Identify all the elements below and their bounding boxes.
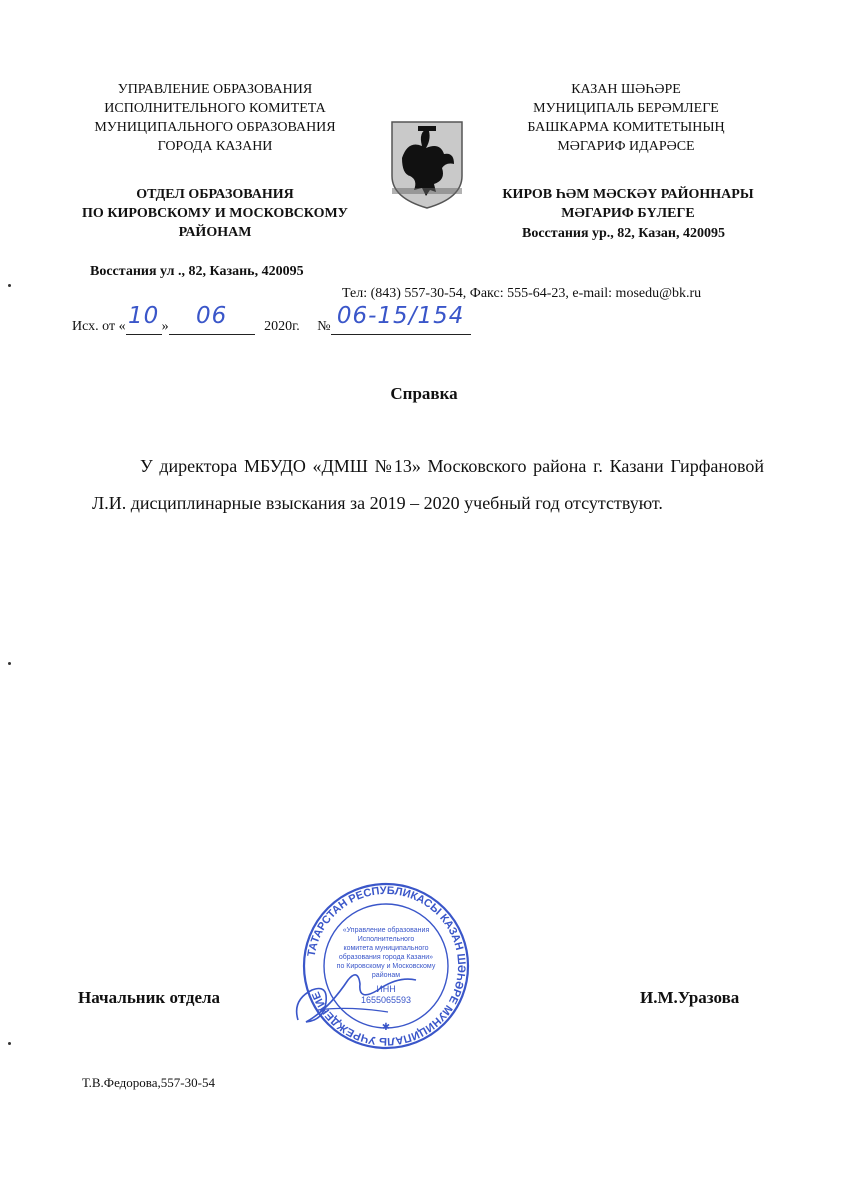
contacts-line: Тел: (843) 557-30-54, Факс: 555-64-23, e-mail: mosedu@bk.ru xyxy=(342,286,702,301)
org-line: БАШКАРМА КОМИТЕТЫНЫҢ xyxy=(527,120,725,135)
outgoing-year: 2020г. xyxy=(264,319,300,334)
handwritten-number: 06-15/154 xyxy=(336,303,465,329)
handwritten-day: 10 xyxy=(127,303,160,329)
org-line: ГОРОДА КАЗАНИ xyxy=(157,139,273,154)
dept-line: ПО КИРОВСКОМУ И МОСКОВСКОМУ xyxy=(82,206,348,221)
scan-mark xyxy=(8,1042,11,1045)
stamp-line: 1655065593 xyxy=(360,995,412,1005)
address-ru: Восстания ул ., 82, Казань, 420095 xyxy=(90,264,304,279)
dept-line: КИРОВ ҺӘМ МӘСКӘҮ РАЙОННАРЫ xyxy=(502,187,754,202)
org-line: МӘГАРИФ ИДАРӘСЕ xyxy=(557,139,695,154)
body-paragraph: У директора МБУДО «ДМШ №13» Московского района г. Казани Гирфановой Л.И. дисциплинарные взыскания за 2019 – 2020 учебный год отсутствуют. xyxy=(92,456,764,513)
signer-position: Начальник отдела xyxy=(78,988,221,1007)
handwritten-month: 06 xyxy=(195,303,228,329)
dept-line: РАЙОНАМ xyxy=(178,225,252,240)
org-name-ru xyxy=(58,80,372,156)
org-name-tt xyxy=(486,80,766,156)
scan-mark xyxy=(8,284,11,287)
outgoing-reference xyxy=(72,303,471,335)
stamp-line: по Кировскому и Московскому xyxy=(336,963,436,970)
stamp-line: районам xyxy=(371,972,401,979)
scan-mark xyxy=(8,662,11,665)
kazan-coat-of-arms-icon xyxy=(388,118,466,210)
performer-contact: Т.В.Федорова,557-30-54 xyxy=(82,1075,215,1090)
star-icon: ✱ xyxy=(381,1022,391,1033)
signer-name: И.М.Уразова xyxy=(640,988,740,1007)
dept-name-tt xyxy=(480,185,776,223)
org-line: ИСПОЛНИТЕЛЬНОГО КОМИТЕТА xyxy=(104,101,326,116)
stamp-line: образования города Казани» xyxy=(338,954,434,961)
org-line: КАЗАН ШӘҺӘРЕ xyxy=(571,82,681,97)
dept-line: ОТДЕЛ ОБРАЗОВАНИЯ xyxy=(136,187,294,202)
stamp-line: комитета муниципального xyxy=(343,945,429,952)
dept-line: МӘГАРИФ БҮЛЕГЕ xyxy=(561,206,695,221)
quote-close: » xyxy=(161,319,169,334)
stamp-line: Исполнительного xyxy=(357,936,415,943)
address-tt: Восстания ур., 82, Казан, 420095 xyxy=(522,226,725,241)
handwritten-signature-icon xyxy=(288,950,428,1040)
month-field xyxy=(169,303,255,335)
document-title: Справка xyxy=(390,384,458,403)
stamp-outer-text: ТАТАРСТАН РЕСПУБЛИКАСЫ КАЗАН ШӘҺӘРЕ МУНИЦИПАЛЬ УЧРЕЖДЕНИЕ xyxy=(305,884,468,1048)
org-line: МУНИЦИПАЛЬ БЕРӘМЛЕГЕ xyxy=(533,101,719,116)
stamp-line: ИНН xyxy=(376,984,396,994)
day-field xyxy=(126,303,162,335)
org-line: МУНИЦИПАЛЬНОГО ОБРАЗОВАНИЯ xyxy=(94,120,336,135)
outgoing-prefix: Исх. от « xyxy=(72,319,126,334)
stamp-line: «Управление образования xyxy=(342,927,430,934)
number-sign: № xyxy=(317,319,331,334)
org-line: УПРАВЛЕНИЕ ОБРАЗОВАНИЯ xyxy=(117,82,313,97)
dept-name-ru xyxy=(60,185,370,242)
number-field xyxy=(331,303,471,335)
